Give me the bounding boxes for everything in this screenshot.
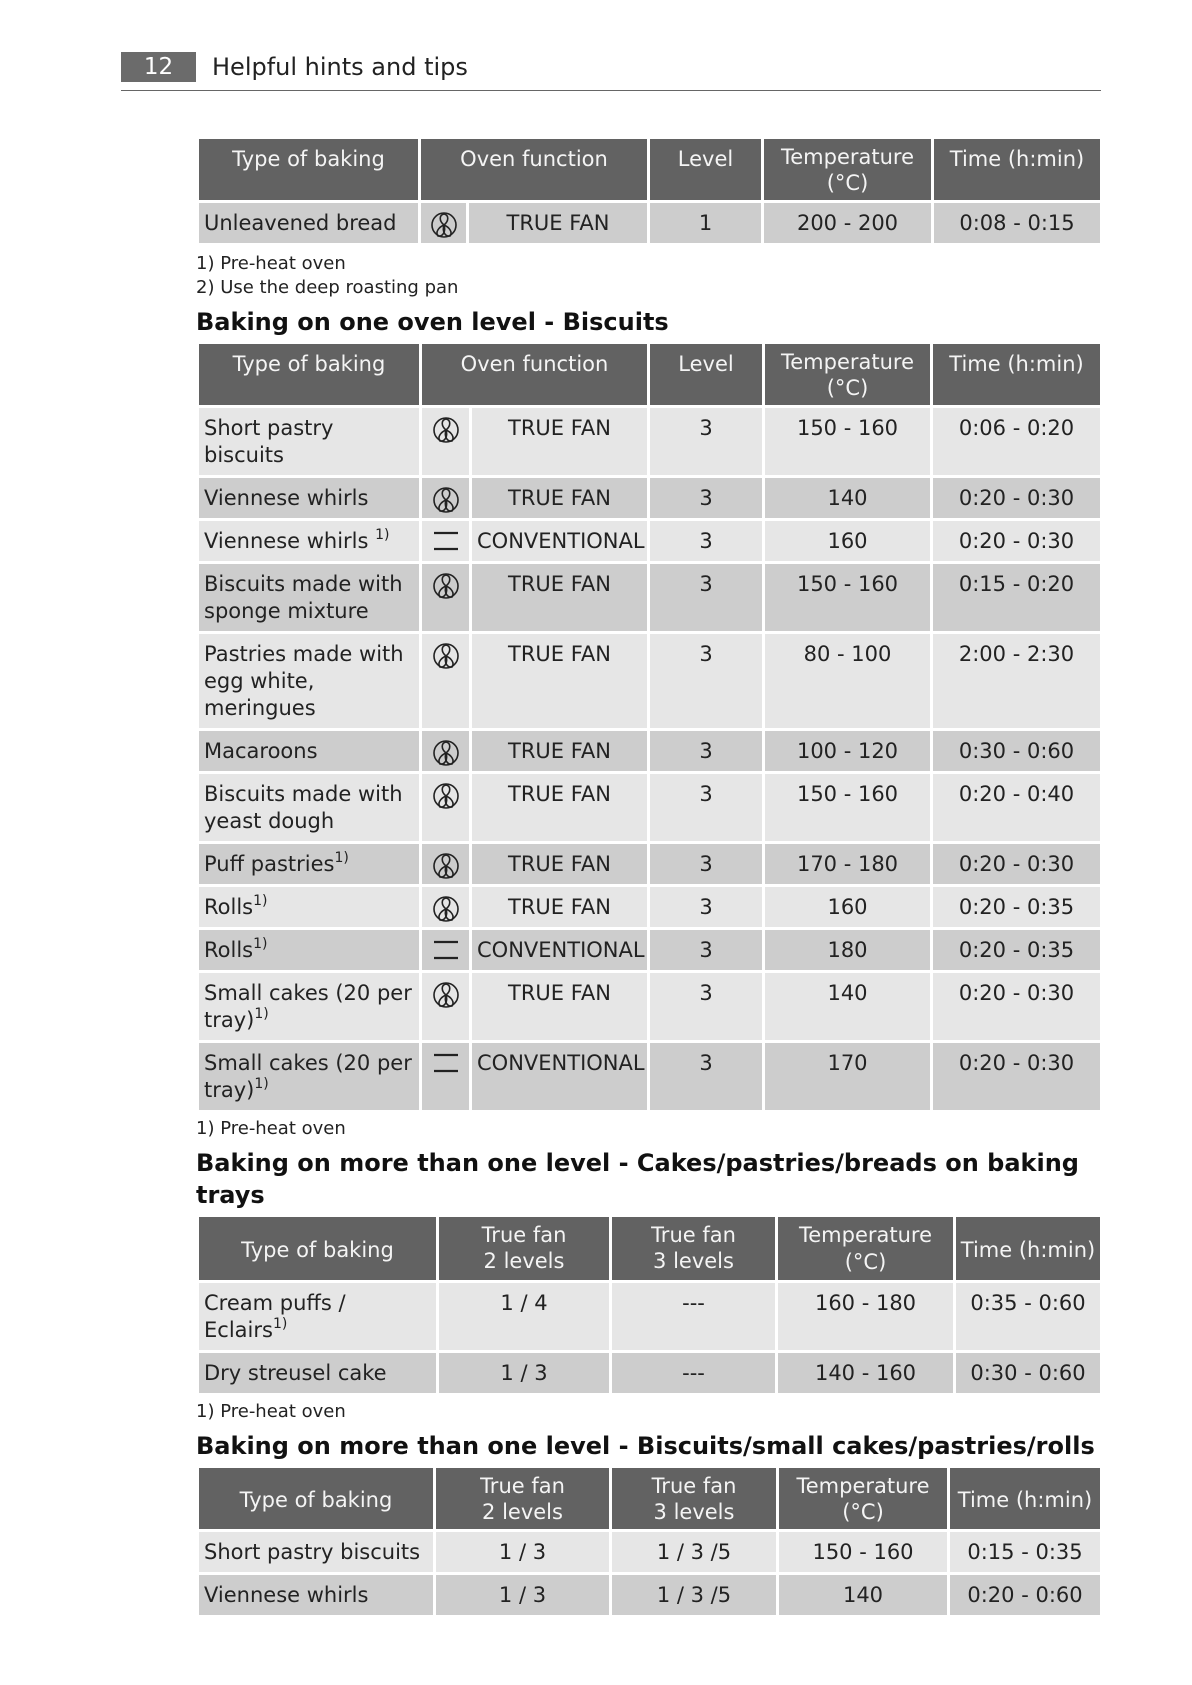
footnote-1: 1) Pre-heat oven bbox=[196, 253, 346, 274]
true-fan-icon bbox=[424, 852, 467, 880]
oven-function-icon-cell bbox=[421, 843, 471, 886]
oven-function-cell: TRUE FAN bbox=[471, 773, 649, 843]
oven-function-icon-cell bbox=[421, 972, 471, 1042]
time-cell: 0:20 - 0:35 bbox=[932, 929, 1102, 972]
header-temperature: Temperature (°C) bbox=[778, 1467, 949, 1531]
level-cell: 3 bbox=[649, 886, 764, 929]
time-cell: 0:20 - 0:30 bbox=[932, 520, 1102, 563]
table-row bbox=[198, 1042, 1102, 1112]
table-row bbox=[198, 633, 1102, 730]
oven-function-icon-cell bbox=[420, 202, 468, 245]
baking-type-label: Rolls bbox=[204, 938, 254, 962]
level-cell: 1 bbox=[649, 202, 763, 245]
level-cell: 3 bbox=[649, 477, 764, 520]
level-cell: 3 bbox=[649, 1042, 764, 1112]
header-time: Time (h:min) bbox=[932, 343, 1102, 407]
temperature-cell: 150 - 160 bbox=[764, 563, 932, 633]
conventional-icon bbox=[424, 529, 467, 553]
three-levels-cell: 1 / 3 /5 bbox=[611, 1574, 778, 1617]
oven-function-cell: TRUE FAN bbox=[468, 202, 649, 245]
section-title-biscuits: Baking on one oven level - Biscuits bbox=[196, 308, 669, 336]
temperature-cell: 140 bbox=[764, 477, 932, 520]
time-cell: 0:30 - 0:60 bbox=[955, 1352, 1102, 1395]
header-three-levels: True fan 3 levels bbox=[611, 1467, 778, 1531]
table-row bbox=[198, 886, 1102, 929]
page-header bbox=[121, 50, 1101, 91]
unleavened-table bbox=[196, 136, 1103, 246]
header-temperature: Temperature (°C) bbox=[777, 1216, 955, 1282]
temperature-cell: 170 - 180 bbox=[764, 843, 932, 886]
footnote-marker: 1) bbox=[254, 1006, 269, 1022]
baking-type-label: Short pastry biscuits bbox=[204, 1540, 421, 1564]
baking-type-cell bbox=[198, 843, 421, 886]
baking-type-cell bbox=[198, 477, 421, 520]
level-cell: 3 bbox=[649, 730, 764, 773]
section-title-rolls: Baking on more than one level - Biscuits/small cakes/pastries/rolls bbox=[196, 1432, 1095, 1460]
time-cell: 0:06 - 0:20 bbox=[932, 407, 1102, 477]
baking-type-cell bbox=[198, 1352, 438, 1395]
baking-type-label: Biscuits made with sponge mixture bbox=[204, 572, 403, 623]
table-row bbox=[198, 407, 1102, 477]
header-time: Time (h:min) bbox=[955, 1216, 1102, 1282]
section-title-cakes: Baking on more than one level - Cakes/pastries/breads on baking trays bbox=[196, 1149, 1079, 1209]
temperature-cell: 150 - 160 bbox=[778, 1531, 949, 1574]
baking-type-cell bbox=[198, 1282, 438, 1352]
table-row bbox=[198, 929, 1102, 972]
footnote-preheat: 1) Pre-heat oven bbox=[196, 1401, 346, 1422]
header-oven-function: Oven function bbox=[421, 343, 649, 407]
level-cell: 3 bbox=[649, 773, 764, 843]
baking-type-label: Small cakes (20 per tray) bbox=[204, 981, 412, 1032]
time-cell: 0:20 - 0:40 bbox=[932, 773, 1102, 843]
baking-type-cell bbox=[198, 407, 421, 477]
table-header-row bbox=[198, 1467, 1102, 1531]
biscuits-table bbox=[196, 341, 1103, 1113]
baking-type-cell bbox=[198, 730, 421, 773]
oven-function-icon-cell bbox=[421, 477, 471, 520]
oven-function-cell: TRUE FAN bbox=[471, 477, 649, 520]
baking-type-label: Cream puffs / Eclairs bbox=[204, 1291, 346, 1342]
footnote-marker: 1) bbox=[253, 936, 268, 952]
temperature-cell: 150 - 160 bbox=[764, 407, 932, 477]
true-fan-icon bbox=[424, 416, 467, 444]
footnote-marker: 1) bbox=[375, 527, 390, 543]
time-cell: 2:00 - 2:30 bbox=[932, 633, 1102, 730]
oven-function-icon-cell bbox=[421, 633, 471, 730]
baking-type-label: Dry streusel cake bbox=[204, 1361, 387, 1385]
table-row bbox=[198, 843, 1102, 886]
temperature-cell: 160 - 180 bbox=[777, 1282, 955, 1352]
two-levels-cell: 1 / 4 bbox=[438, 1282, 611, 1352]
temperature-cell: 160 bbox=[764, 520, 932, 563]
oven-function-cell: CONVENTIONAL bbox=[471, 520, 649, 563]
level-cell: 3 bbox=[649, 929, 764, 972]
page-number: 12 bbox=[121, 52, 196, 82]
level-cell: 3 bbox=[649, 407, 764, 477]
two-levels-cell: 1 / 3 bbox=[435, 1531, 611, 1574]
table-row bbox=[198, 1574, 1102, 1617]
header-type: Type of baking bbox=[198, 1216, 438, 1282]
oven-function-icon-cell bbox=[421, 407, 471, 477]
true-fan-icon bbox=[424, 486, 467, 514]
oven-function-icon-cell bbox=[421, 929, 471, 972]
conventional-icon bbox=[424, 1051, 467, 1075]
two-levels-cell: 1 / 3 bbox=[435, 1574, 611, 1617]
page-title: Helpful hints and tips bbox=[212, 53, 468, 81]
time-cell: 0:20 - 0:60 bbox=[949, 1574, 1102, 1617]
three-levels-cell: --- bbox=[611, 1352, 777, 1395]
true-fan-icon bbox=[424, 981, 467, 1009]
temperature-cell: 200 - 200 bbox=[763, 202, 933, 245]
level-cell: 3 bbox=[649, 563, 764, 633]
header-time: Time (h:min) bbox=[933, 138, 1102, 202]
header-time: Time (h:min) bbox=[949, 1467, 1102, 1531]
oven-function-cell: TRUE FAN bbox=[471, 972, 649, 1042]
time-cell: 0:15 - 0:35 bbox=[949, 1531, 1102, 1574]
time-cell: 0:20 - 0:30 bbox=[932, 843, 1102, 886]
time-cell: 0:35 - 0:60 bbox=[955, 1282, 1102, 1352]
temperature-cell: 140 bbox=[778, 1574, 949, 1617]
header-level: Level bbox=[649, 343, 764, 407]
table-row bbox=[198, 1282, 1102, 1352]
baking-type-label: Viennese whirls bbox=[204, 1583, 369, 1607]
footnote-marker: 1) bbox=[334, 850, 349, 866]
temperature-cell: 100 - 120 bbox=[764, 730, 932, 773]
baking-type-label: Biscuits made with yeast dough bbox=[204, 782, 403, 833]
header-three-levels: True fan 3 levels bbox=[611, 1216, 777, 1282]
header-temperature: Temperature (°C) bbox=[764, 343, 932, 407]
baking-type-cell bbox=[198, 563, 421, 633]
table-row bbox=[198, 1531, 1102, 1574]
baking-type-cell bbox=[198, 886, 421, 929]
three-levels-cell: 1 / 3 /5 bbox=[611, 1531, 778, 1574]
time-cell: 0:20 - 0:30 bbox=[932, 972, 1102, 1042]
header-type: Type of baking bbox=[198, 138, 420, 202]
time-cell: 0:20 - 0:35 bbox=[932, 886, 1102, 929]
temperature-cell: 150 - 160 bbox=[764, 773, 932, 843]
baking-type-cell bbox=[198, 1574, 435, 1617]
oven-function-icon-cell bbox=[421, 563, 471, 633]
table-row bbox=[198, 730, 1102, 773]
oven-function-cell: TRUE FAN bbox=[471, 633, 649, 730]
time-cell: 0:20 - 0:30 bbox=[932, 1042, 1102, 1112]
header-two-levels: True fan 2 levels bbox=[438, 1216, 611, 1282]
oven-function-icon-cell bbox=[421, 730, 471, 773]
table-header-row bbox=[198, 1216, 1102, 1282]
time-cell: 0:30 - 0:60 bbox=[932, 730, 1102, 773]
true-fan-icon bbox=[424, 642, 467, 670]
temperature-cell: 170 bbox=[764, 1042, 932, 1112]
rolls-table bbox=[196, 1465, 1103, 1618]
table-header-row bbox=[198, 343, 1102, 407]
level-cell: 3 bbox=[649, 633, 764, 730]
oven-function-cell: TRUE FAN bbox=[471, 843, 649, 886]
time-cell: 0:15 - 0:20 bbox=[932, 563, 1102, 633]
baking-type-cell bbox=[198, 929, 421, 972]
header-temperature: Temperature (°C) bbox=[763, 138, 933, 202]
oven-function-icon-cell bbox=[421, 1042, 471, 1112]
true-fan-icon bbox=[424, 572, 467, 600]
footnote-marker: 1) bbox=[254, 1076, 269, 1092]
oven-function-cell: TRUE FAN bbox=[471, 563, 649, 633]
baking-type-cell bbox=[198, 520, 421, 563]
header-type: Type of baking bbox=[198, 1467, 435, 1531]
level-cell: 3 bbox=[649, 843, 764, 886]
table-row bbox=[198, 972, 1102, 1042]
baking-type-label: Short pastry biscuits bbox=[204, 416, 334, 467]
true-fan-icon bbox=[423, 211, 464, 239]
baking-type-cell bbox=[198, 633, 421, 730]
true-fan-icon bbox=[424, 895, 467, 923]
oven-function-cell: CONVENTIONAL bbox=[471, 1042, 649, 1112]
table-row bbox=[198, 563, 1102, 633]
temperature-cell: 140 bbox=[764, 972, 932, 1042]
time-cell: 0:20 - 0:30 bbox=[932, 477, 1102, 520]
temperature-cell: 180 bbox=[764, 929, 932, 972]
table-row bbox=[198, 520, 1102, 563]
time-cell: 0:08 - 0:15 bbox=[933, 202, 1102, 245]
temperature-cell: 140 - 160 bbox=[777, 1352, 955, 1395]
baking-type-cell bbox=[198, 972, 421, 1042]
oven-function-cell: TRUE FAN bbox=[471, 886, 649, 929]
oven-function-cell: TRUE FAN bbox=[471, 730, 649, 773]
table-row bbox=[198, 773, 1102, 843]
level-cell: 3 bbox=[649, 972, 764, 1042]
baking-type-label: Small cakes (20 per tray) bbox=[204, 1051, 412, 1102]
footnote-marker: 1) bbox=[253, 893, 268, 909]
header-type: Type of baking bbox=[198, 343, 421, 407]
footnote-2: 2) Use the deep roasting pan bbox=[196, 277, 459, 298]
header-oven-function: Oven function bbox=[420, 138, 649, 202]
baking-type-cell bbox=[198, 1531, 435, 1574]
footnote-preheat: 1) Pre-heat oven bbox=[196, 1118, 346, 1139]
true-fan-icon bbox=[424, 782, 467, 810]
table-header-row bbox=[198, 138, 1102, 202]
oven-function-cell: CONVENTIONAL bbox=[471, 929, 649, 972]
true-fan-icon bbox=[424, 739, 467, 767]
table-row bbox=[198, 477, 1102, 520]
temperature-cell: 160 bbox=[764, 886, 932, 929]
cakes-table bbox=[196, 1214, 1103, 1396]
oven-function-cell: TRUE FAN bbox=[471, 407, 649, 477]
two-levels-cell: 1 / 3 bbox=[438, 1352, 611, 1395]
oven-function-icon-cell bbox=[421, 520, 471, 563]
baking-type-label: Rolls bbox=[204, 895, 254, 919]
oven-function-icon-cell bbox=[421, 773, 471, 843]
baking-type-cell bbox=[198, 1042, 421, 1112]
three-levels-cell: --- bbox=[611, 1282, 777, 1352]
conventional-icon bbox=[424, 938, 467, 962]
table-row bbox=[198, 202, 1102, 245]
table-row bbox=[198, 1352, 1102, 1395]
baking-type-label: Viennese whirls bbox=[204, 529, 376, 553]
baking-type-label: Puff pastries bbox=[204, 852, 335, 876]
header-level: Level bbox=[649, 138, 763, 202]
baking-type-cell bbox=[198, 773, 421, 843]
footnote-marker: 1) bbox=[272, 1316, 288, 1332]
baking-type-cell bbox=[198, 202, 420, 245]
oven-function-icon-cell bbox=[421, 886, 471, 929]
header-two-levels: True fan 2 levels bbox=[435, 1467, 611, 1531]
baking-type-label: Pastries made with egg white, meringues bbox=[204, 642, 404, 720]
baking-type-label: Viennese whirls bbox=[204, 486, 369, 510]
baking-type-label: Macaroons bbox=[204, 739, 318, 763]
baking-type-label: Unleavened bread bbox=[204, 211, 397, 235]
temperature-cell: 80 - 100 bbox=[764, 633, 932, 730]
table1-block bbox=[196, 136, 1100, 1618]
level-cell: 3 bbox=[649, 520, 764, 563]
